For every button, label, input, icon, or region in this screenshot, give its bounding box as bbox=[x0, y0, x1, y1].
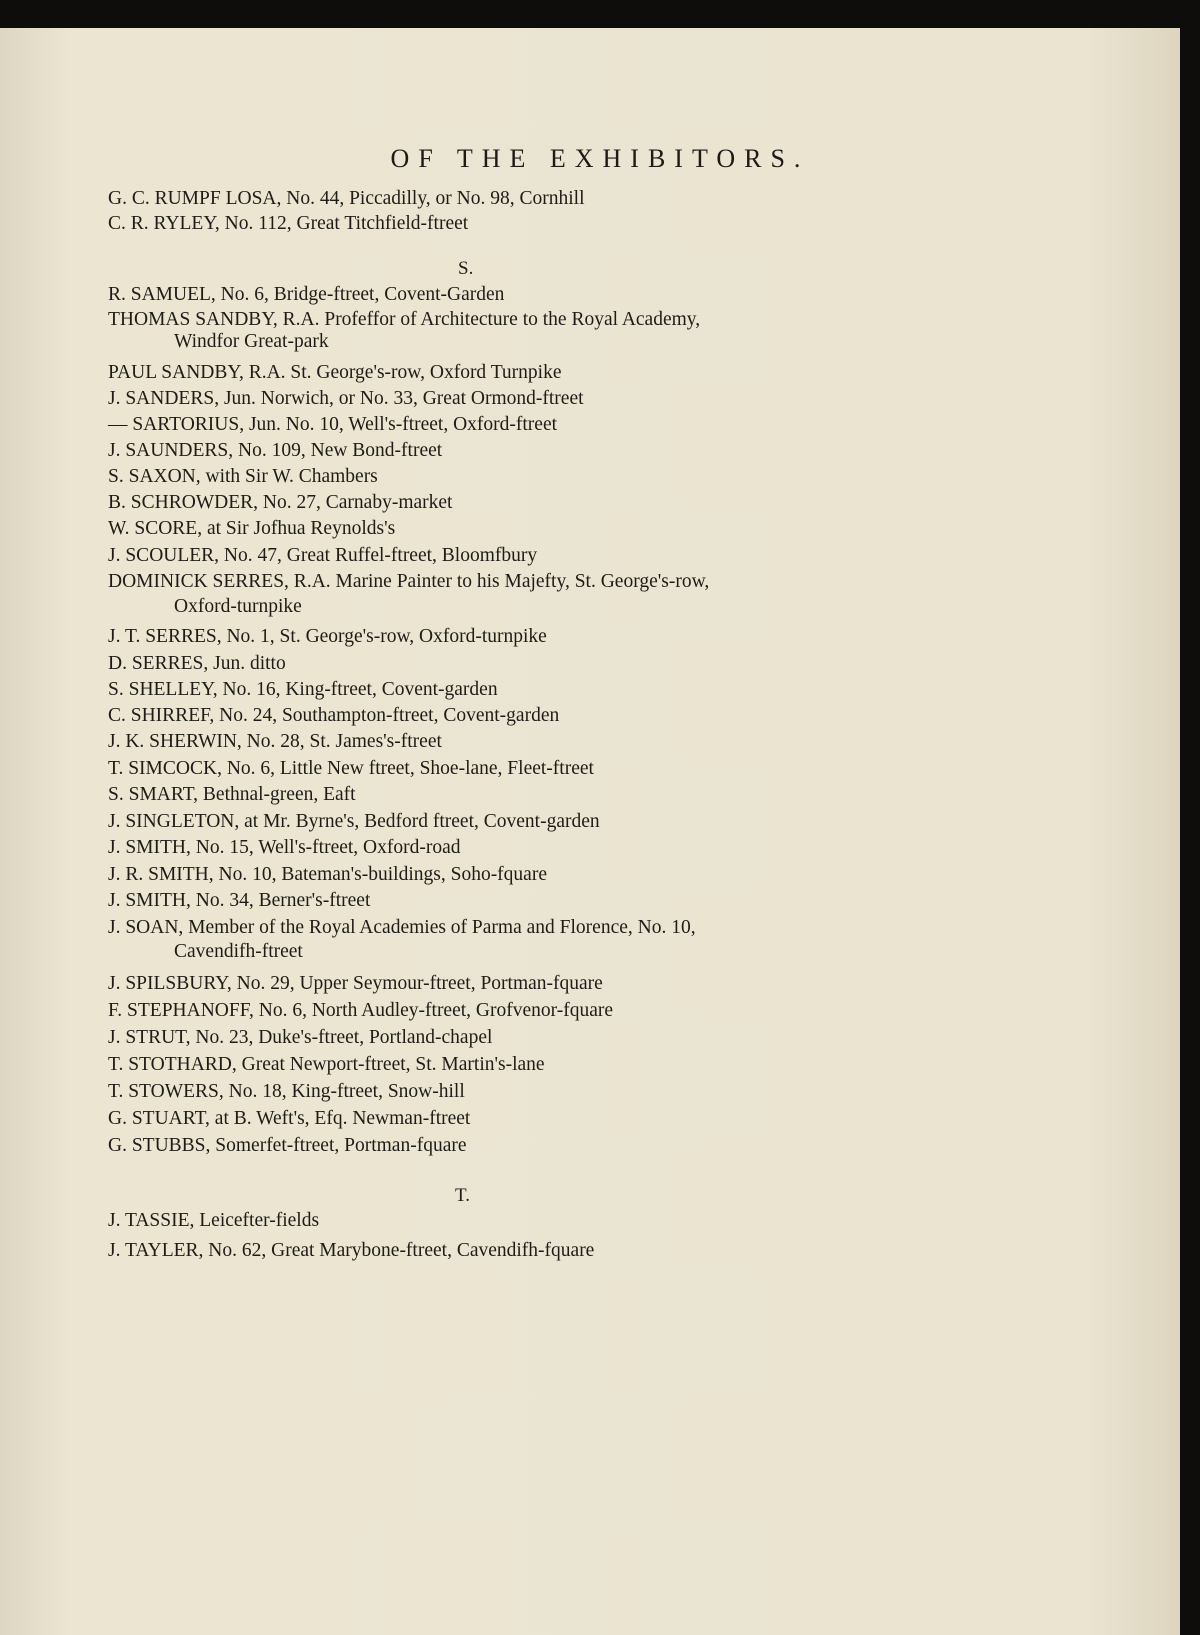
entry-line: J. SANDERS, Jun. Norwich, or No. 33, Great Ormond-ftreet bbox=[108, 388, 584, 409]
entry-line: J. SMITH, No. 34, Berner's-ftreet bbox=[108, 890, 371, 911]
entry-line: J. SOAN, Member of the Royal Academies of Parma and Florence, No. 10, bbox=[108, 917, 696, 938]
entry-line: J. STRUT, No. 23, Duke's-ftreet, Portland-chapel bbox=[108, 1027, 493, 1048]
entry-line: J. TAYLER, No. 62, Great Marybone-ftreet, Cavendifh-fquare bbox=[108, 1240, 595, 1261]
entry-line: S. SHELLEY, No. 16, King-ftreet, Covent-garden bbox=[108, 679, 498, 700]
entry-line: C. R. RYLEY, No. 112, Great Titchfield-ftreet bbox=[108, 213, 469, 234]
entry-line: G. STUBBS, Somerfet-ftreet, Portman-fquare bbox=[108, 1135, 467, 1156]
entry-line: THOMAS SANDBY, R.A. Profeffor of Architecture to the Royal Academy, bbox=[108, 309, 701, 330]
entry-line: R. SAMUEL, No. 6, Bridge-ftreet, Covent-Garden bbox=[108, 284, 505, 305]
entry-line: J. SINGLETON, at Mr. Byrne's, Bedford ftreet, Covent-garden bbox=[108, 811, 600, 832]
entry-line: — SARTORIUS, Jun. No. 10, Well's-ftreet, Oxford-ftreet bbox=[108, 414, 558, 435]
entry-line: T. STOTHARD, Great Newport-ftreet, St. Martin's-lane bbox=[108, 1054, 545, 1075]
entry-line: J. TASSIE, Leicefter-fields bbox=[108, 1210, 320, 1231]
entry-continuation: Cavendifh-ftreet bbox=[174, 941, 303, 962]
entry-line: C. SHIRREF, No. 24, Southampton-ftreet, Covent-garden bbox=[108, 705, 560, 726]
entry-line: D. SERRES, Jun. ditto bbox=[108, 653, 286, 674]
entry-line: T. STOWERS, No. 18, King-ftreet, Snow-hill bbox=[108, 1081, 465, 1102]
entry-line: T. SIMCOCK, No. 6, Little New ftreet, Shoe-lane, Fleet-ftreet bbox=[108, 758, 594, 779]
entry-continuation: Oxford-turnpike bbox=[174, 596, 302, 617]
entry-line: J. SCOULER, No. 47, Great Ruffel-ftreet, Bloomfbury bbox=[108, 545, 538, 566]
entry-line: J. T. SERRES, No. 1, St. George's-row, Oxford-turnpike bbox=[108, 626, 547, 647]
entry-line: B. SCHROWDER, No. 27, Carnaby-market bbox=[108, 492, 453, 513]
entry-line: W. SCORE, at Sir Jofhua Reynolds's bbox=[108, 518, 396, 539]
entry-line: J. K. SHERWIN, No. 28, St. James's-ftreet bbox=[108, 731, 442, 752]
entry-line: F. STEPHANOFF, No. 6, North Audley-ftreet, Grofvenor-fquare bbox=[108, 1000, 614, 1021]
entry-line: J. R. SMITH, No. 10, Bateman's-buildings, Soho-fquare bbox=[108, 864, 547, 885]
entry-line: J. SAUNDERS, No. 109, New Bond-ftreet bbox=[108, 440, 443, 461]
entry-line: G. C. RUMPF LOSA, No. 44, Piccadilly, or No. 98, Cornhill bbox=[108, 188, 585, 209]
entry-continuation: Windfor Great-park bbox=[174, 331, 329, 352]
entry-line: J. SMITH, No. 15, Well's-ftreet, Oxford-road bbox=[108, 837, 461, 858]
entry-line: PAUL SANDBY, R.A. St. George's-row, Oxford Turnpike bbox=[108, 362, 562, 383]
entry-line: G. STUART, at B. Weft's, Efq. Newman-ftreet bbox=[108, 1108, 471, 1129]
entry-line: DOMINICK SERRES, R.A. Marine Painter to his Majefty, St. George's-row, bbox=[108, 571, 710, 592]
entry-line: S. SMART, Bethnal-green, Eaft bbox=[108, 784, 356, 805]
entry-line: J. SPILSBURY, No. 29, Upper Seymour-ftreet, Portman-fquare bbox=[108, 973, 603, 994]
page-heading: OF THE EXHIBITORS. bbox=[390, 144, 810, 173]
entry-line: S. SAXON, with Sir W. Chambers bbox=[108, 466, 378, 487]
section-letter: S. bbox=[458, 258, 474, 279]
section-letter: T. bbox=[455, 1185, 470, 1206]
